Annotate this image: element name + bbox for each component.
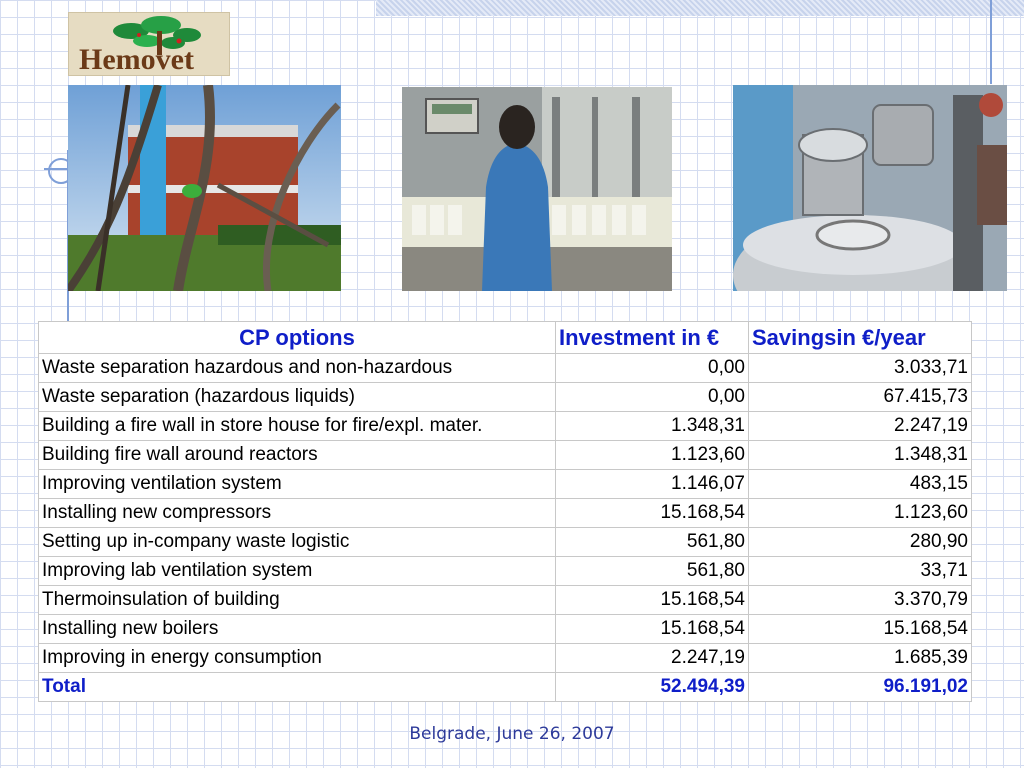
savings-cell: 67.415,73	[749, 383, 972, 412]
header-cp-options: CP options	[39, 322, 556, 354]
table-row	[39, 644, 972, 673]
savings-cell: 280,90	[749, 528, 972, 557]
decorative-line-right	[990, 0, 992, 84]
table-row	[39, 383, 972, 412]
cp-option-cell: Installing new boilers	[39, 615, 556, 644]
investment-cell: 1.123,60	[556, 441, 749, 470]
cp-option-cell: Improving lab ventilation system	[39, 557, 556, 586]
table-row	[39, 615, 972, 644]
company-logo	[68, 12, 230, 76]
table-row	[39, 557, 972, 586]
investment-cell: 15.168,54	[556, 586, 749, 615]
savings-cell: 33,71	[749, 557, 972, 586]
header-investment: Investment in €	[556, 322, 749, 354]
cp-option-cell: Thermoinsulation of building	[39, 586, 556, 615]
table-row	[39, 586, 972, 615]
total-savings: 96.191,02	[749, 673, 972, 702]
savings-cell: 15.168,54	[749, 615, 972, 644]
investment-cell: 561,80	[556, 528, 749, 557]
investment-cell: 1.146,07	[556, 470, 749, 499]
table-header-row	[39, 322, 972, 354]
cp-option-cell: Building a fire wall in store house for fire/expl. mater.	[39, 412, 556, 441]
building-photo	[68, 85, 341, 291]
savings-cell: 3.033,71	[749, 354, 972, 383]
table-row	[39, 412, 972, 441]
cp-option-cell: Waste separation hazardous and non-hazardous	[39, 354, 556, 383]
header-savings: Savingsin €/year	[749, 322, 972, 354]
logo-text: Hemovet	[79, 43, 194, 76]
investment-cell: 15.168,54	[556, 615, 749, 644]
savings-cell: 483,15	[749, 470, 972, 499]
cp-options-table	[38, 321, 972, 702]
footer-date: Belgrade, June 26, 2007	[409, 724, 615, 744]
worker-machine-photo	[402, 87, 672, 291]
reactor-equipment-photo	[733, 85, 1007, 291]
savings-cell: 1.685,39	[749, 644, 972, 673]
table-row	[39, 441, 972, 470]
top-decorative-band	[376, 0, 1024, 16]
table-row	[39, 528, 972, 557]
investment-cell: 561,80	[556, 557, 749, 586]
savings-cell: 3.370,79	[749, 586, 972, 615]
investment-cell: 0,00	[556, 354, 749, 383]
investment-cell: 2.247,19	[556, 644, 749, 673]
investment-cell: 0,00	[556, 383, 749, 412]
total-label: Total	[39, 673, 556, 702]
savings-cell: 2.247,19	[749, 412, 972, 441]
table-row	[39, 354, 972, 383]
cp-option-cell: Improving ventilation system	[39, 470, 556, 499]
cp-option-cell: Waste separation (hazardous liquids)	[39, 383, 556, 412]
table-row	[39, 499, 972, 528]
table-row	[39, 470, 972, 499]
cp-option-cell: Installing new compressors	[39, 499, 556, 528]
investment-cell: 15.168,54	[556, 499, 749, 528]
savings-cell: 1.123,60	[749, 499, 972, 528]
total-row	[39, 673, 972, 702]
total-investment: 52.494,39	[556, 673, 749, 702]
cp-option-cell: Setting up in-company waste logistic	[39, 528, 556, 557]
savings-cell: 1.348,31	[749, 441, 972, 470]
investment-cell: 1.348,31	[556, 412, 749, 441]
cp-option-cell: Improving in energy consumption	[39, 644, 556, 673]
cp-option-cell: Building fire wall around reactors	[39, 441, 556, 470]
